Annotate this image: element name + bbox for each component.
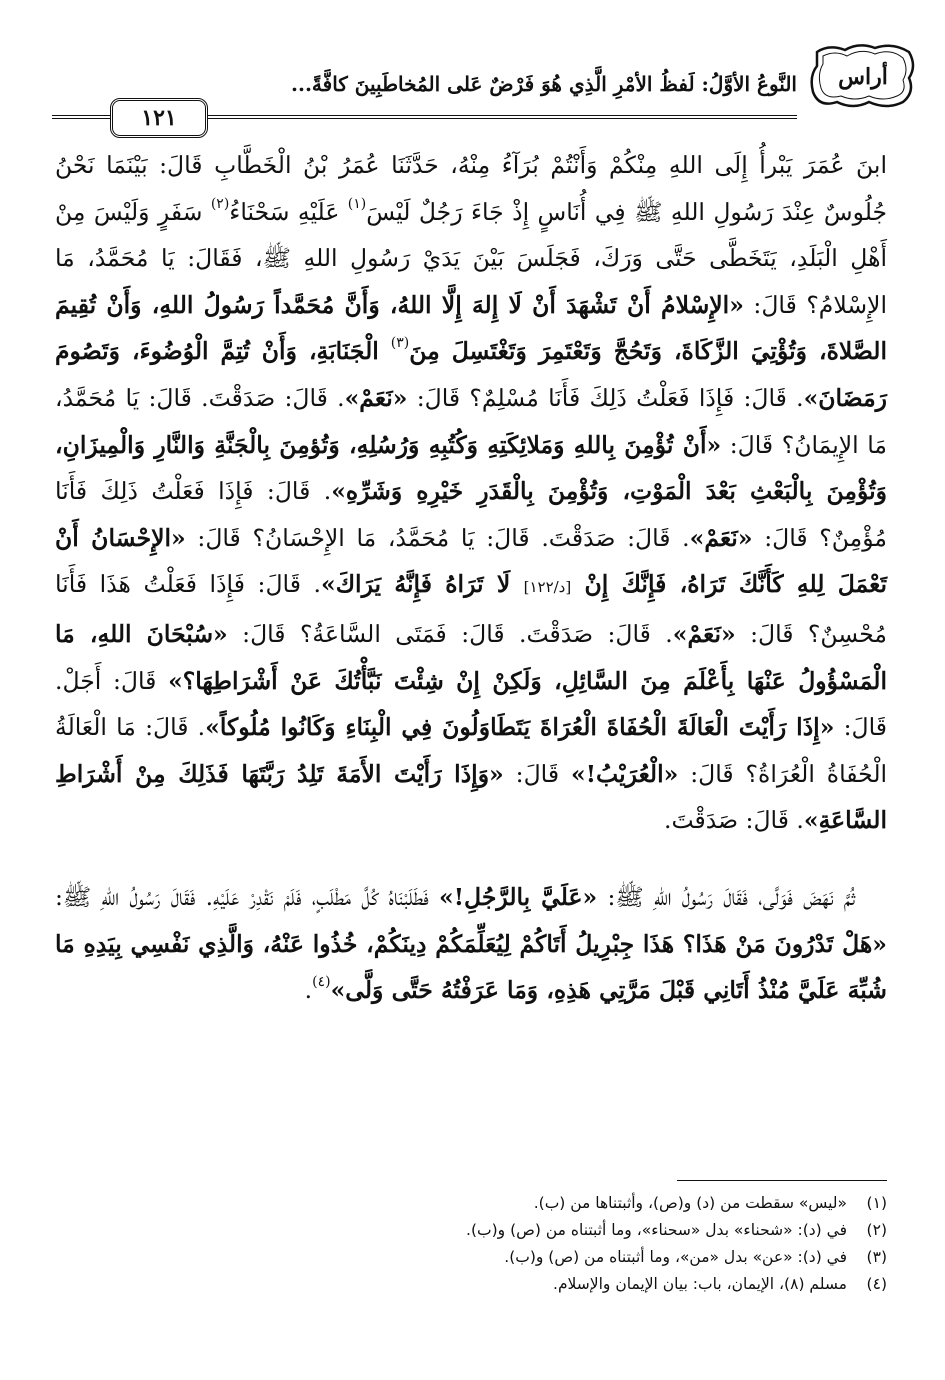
manuscript-page-marker: [د/١٢٢]	[523, 578, 572, 597]
footnotes	[67, 1190, 887, 1298]
page-number: ١٢١	[110, 98, 208, 138]
header-rule	[52, 105, 797, 131]
footnote-3: (٣) في (د): «عن» بدل «من»، وما أثبتناه من (ص) و(ب).	[504, 1248, 887, 1266]
logo-text: أراس	[838, 64, 888, 90]
footnote-2: (٢) في (د): «شحناء» بدل «سحناء»، وما أثبتناه من (ص) و(ب).	[466, 1221, 887, 1239]
running-head: النَّوعُ الأوَّلُ: لَفظُ الأمْرِ الَّذِي هُوَ فَرْضٌ عَلى المُخاطَبِينَ كافَّةً...	[291, 72, 797, 96]
footnote-ref-3: (٣)	[390, 335, 410, 352]
footnote-1: (١) «ليس» سقطت من (د) و(ص)، وأثبتناها من (ب).	[533, 1194, 887, 1212]
paragraph-2: ثُمَّ نَهَضَ فَوَلَّى، فَقَالَ رَسُولُ اللهِ ﷺ: «عَلَيَّ بِالرَّجُلِ!» فَطَلَبْنَاهُ كُلَّ مَطْلَبٍ، فَلَمْ نَقْدِرْ عَلَيْهِ. فَقَالَ رَسُولُ اللهِ ﷺ: «هَلْ تَدْرُونَ مَنْ هَذَا؟ هَذَا جِبْرِيلُ أَتَاكُمْ لِيُعَلِّمَكُمْ دِينَكُمْ، خُذُوا عَنْهُ، وَالَّذِي نَفْسِي بِيَدِهِ مَا شُبِّهَ عَلَيَّ مُنْذُ أَتَانِي قَبْلَ مَرَّتِي هَذِهِ، وَمَا عَرَفْتُهُ حَتَّى وَلَّى»$^{(٤)}$.	[55, 882, 887, 1005]
footnote-ref-2: (٢)	[210, 195, 230, 212]
page-header	[52, 42, 897, 132]
main-text	[55, 142, 887, 1014]
footnote-separator	[677, 1180, 887, 1181]
footnote-4: (٤) مسلم (٨)، الإيمان، باب: بيان الإيمان والإسلام.	[553, 1275, 887, 1293]
publisher-logo-icon	[809, 42, 917, 110]
footnote-ref-4: (٤)	[312, 974, 331, 991]
paragraph-1: ابنَ عُمَرَ يَبْرأُ إِلَى اللهِ مِنْكُمْ وَأَنْتُمْ بُرَآءُ مِنْهُ، حَدَّثَنَا عُمَرُ بْنُ الْخَطَّابِ قَالَ: بَيْنَمَا نَحْنُ جُلُوسٌ عِنْدَ رَسُولِ اللهِ ﷺ فِي أُنَاسٍ إِذْ جَاءَ رَجُلٌ لَيْسَ$^{(١)}$ عَلَيْهِ سَحْنَاءُ$^{(٢)}$ سَفَرٍ وَلَيْسَ مِنْ أَهْلِ الْبَلَدِ، يَتَخَطَّى حَتَّى وَرَكَ، فَجَلَسَ بَيْنَ يَدَيْ رَسُولِ اللهِ ﷺ، فَقَالَ: يَا مُحَمَّدُ، مَا الإِسْلامُ؟ قَالَ: «الإِسْلامُ أَنْ تَشْهَدَ أَنْ لَا إِلهَ إِلَّا اللهُ، وَأَنَّ مُحَمَّداً رَسُولُ اللهِ، وَأَنْ تُقِيمَ الصَّلاةَ، وَتُؤْتِيَ الزَّكَاةَ، وَتَحُجَّ وَتَعْتَمِرَ وَتَغْتَسِلَ مِنَ$^{(٣)}$ الْجَنَابَةِ، وَأَنْ تُتِمَّ الْوُضُوءَ، وَتَصُومَ رَمَضَانَ». قَالَ: فَإِذَا فَعَلْتُ ذَلِكَ فَأَنَا مُسْلِمٌ؟ قَالَ: «نَعَمْ». قَالَ: صَدَقْتَ. قَالَ: يَا مُحَمَّدُ، مَا الإِيمَانُ؟ قَالَ: «أَنْ تُؤْمِنَ بِاللهِ وَمَلائِكَتِهِ وَكُتُبِهِ وَرُسُلِهِ، وَتُؤمِنَ بِالْجَنَّةِ وَالنَّارِ وَالْمِيزَانِ، وَتُؤْمِنَ بِالْبَعْثِ بَعْدَ الْمَوْتِ، وَتُؤْمِنَ بِالْقَدَرِ خَيْرِهِ وَشَرِّهِ». قَالَ: فَإِذَا فَعَلْتُ ذَلِكَ فَأَنَا مُؤْمِنٌ؟ قَالَ: «نَعَمْ». قَالَ: صَدَقْتَ. قَالَ: يَا مُحَمَّدُ، مَا الإِحْسَانُ؟ قَالَ: «الإِحْسَانُ أَنْ تَعْمَلَ لِلهِ كَأَنَّكَ تَرَاهُ، فَإِنَّكَ إِنْ [د/١٢٢] لَا تَرَاهُ فَإِنَّهُ يَرَاكَ». قَالَ: فَإِذَا فَعَلْتُ هَذَا فَأَنَا مُحْسِنٌ؟ قَالَ: «نَعَمْ». قَالَ: صَدَقْتَ. قَالَ: فَمَتَى السَّاعَةُ؟ قَالَ: «سُبْحَانَ اللهِ، مَا الْمَسْؤُولُ عَنْهَا بِأَعْلَمَ مِنَ السَّائِلِ، وَلَكِنْ إِنْ شِئْتَ نَبَّأْتُكَ عَنْ أَشْرَاطِهَا؟» قَالَ: أَجَلْ. قَالَ: «إِذَا رَأَيْتَ الْعَالَةَ الْحُفَاةَ الْعُرَاةَ يَتَطَاوَلُونَ فِي الْبِنَاءِ وَكَانُوا مُلُوكاً». قَالَ: مَا الْعَالَةُ الْحُفَاةُ الْعُرَاةُ؟ قَالَ: «الْعُرَيْبُ!» قَالَ: «وَإِذَا رَأَيْتَ الأَمَةَ تَلِدُ رَبَّتَهَا فَذَلِكَ مِنْ أَشْرَاطِ السَّاعَةِ». قَالَ: صَدَقْتَ.	[55, 151, 888, 835]
footnote-ref-1: (١)	[347, 195, 367, 212]
